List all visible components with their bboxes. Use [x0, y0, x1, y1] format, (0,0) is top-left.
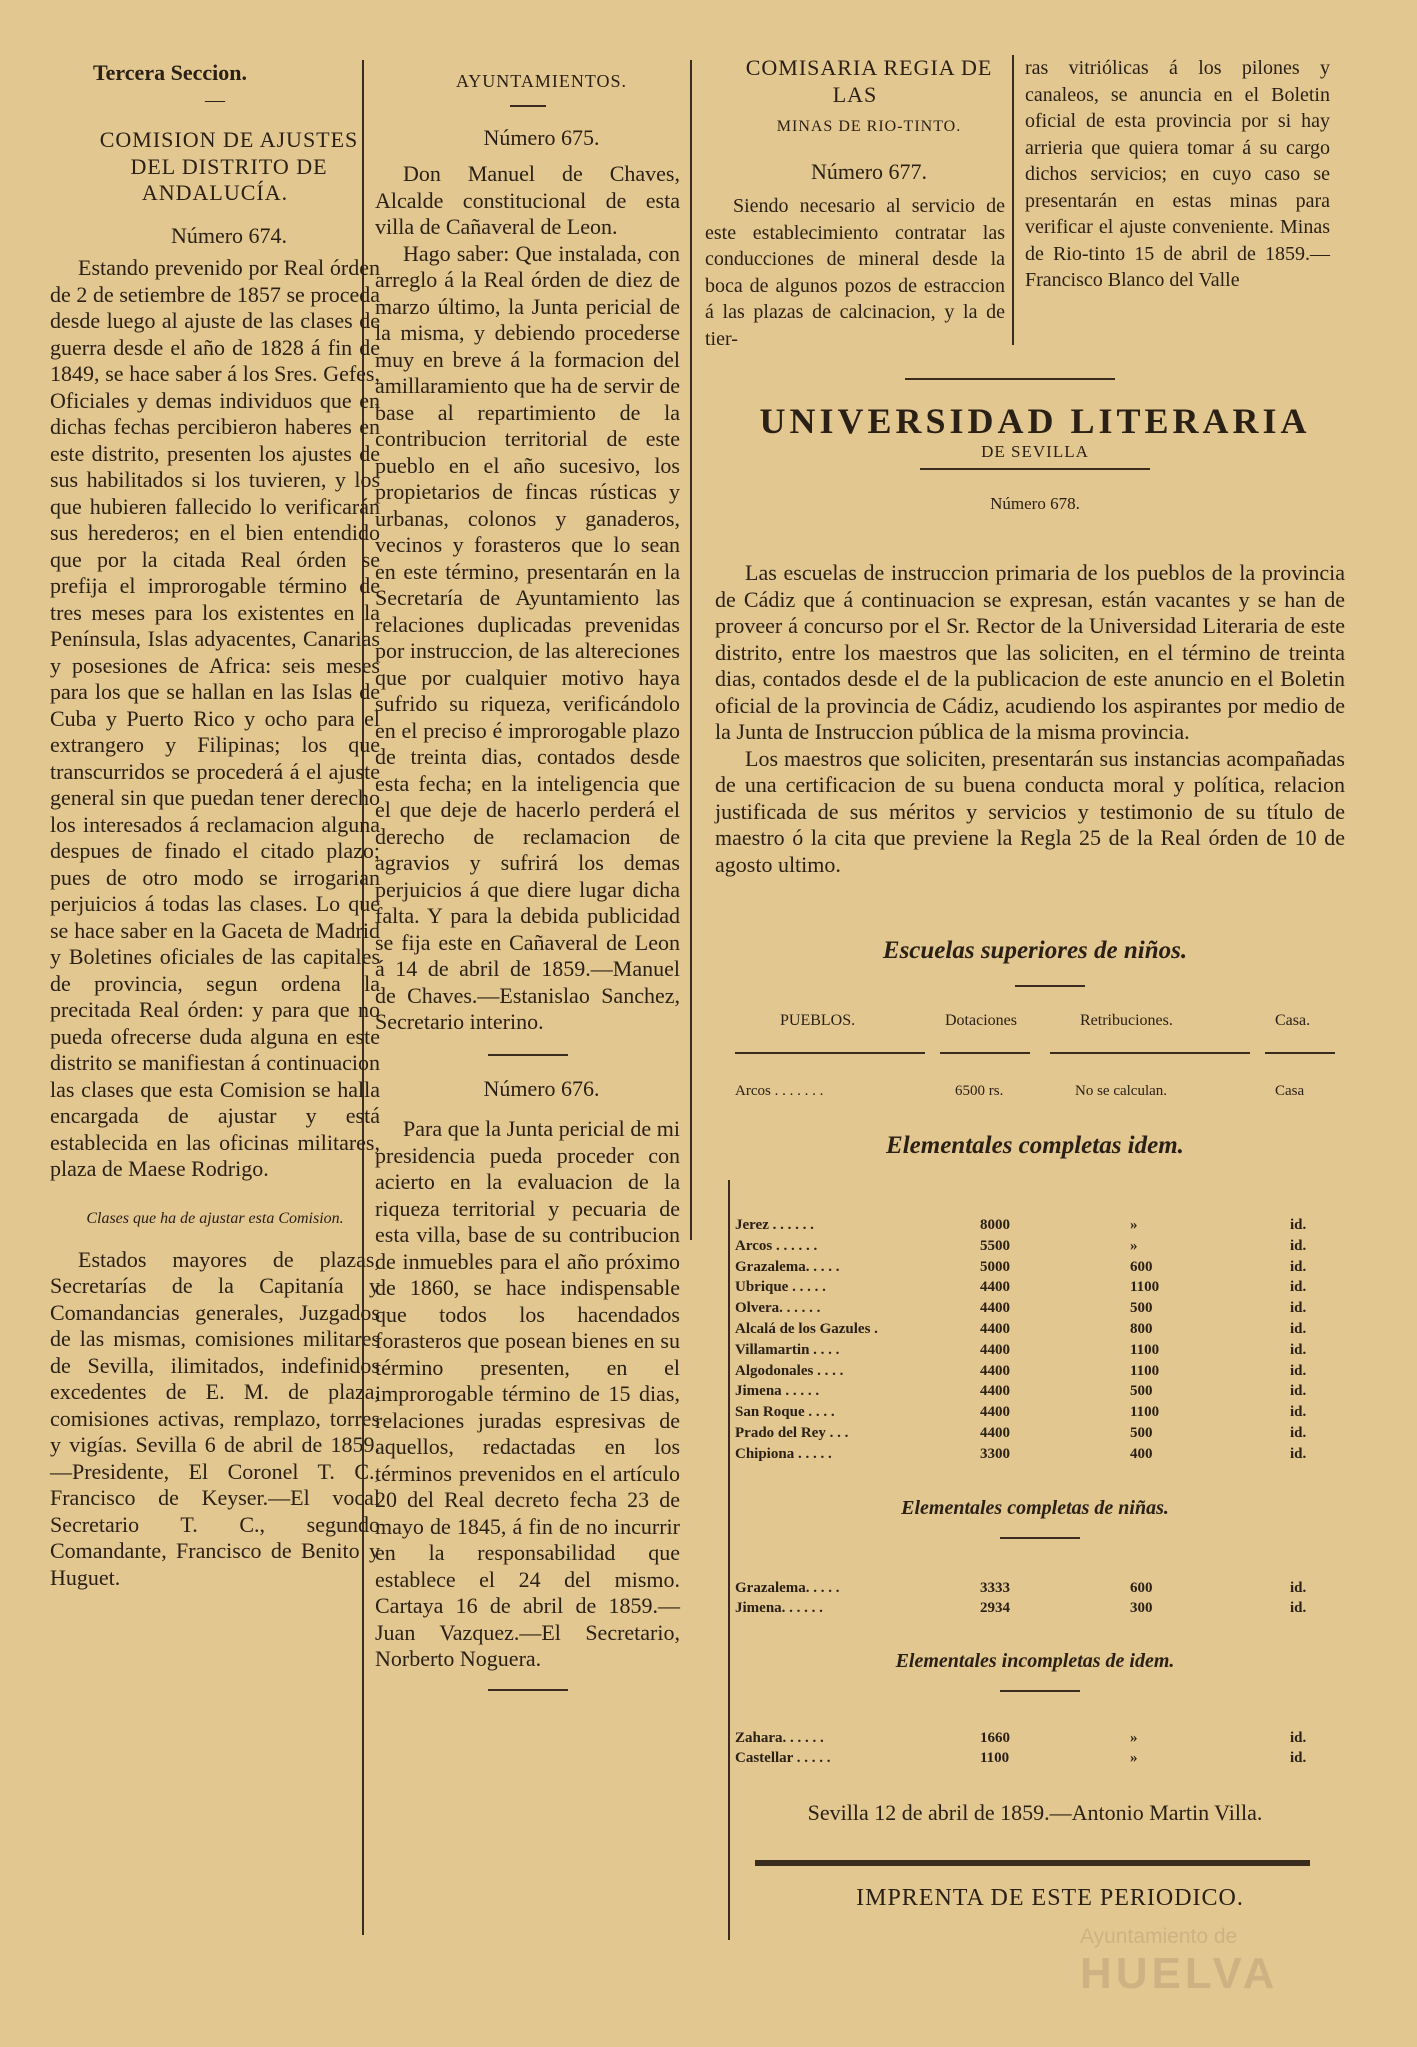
- row-fees: »: [1130, 1750, 1138, 1766]
- table-row: [735, 1217, 1345, 1238]
- row-fees: 800: [1130, 1321, 1153, 1337]
- row-fees: 500: [1130, 1425, 1153, 1441]
- section-dash: —: [205, 88, 225, 111]
- table-row: [735, 1321, 1345, 1342]
- notice-number: Número 677.: [810, 158, 928, 184]
- table-row: [735, 1279, 1345, 1300]
- university-header: [720, 400, 1350, 514]
- row-house: id.: [1290, 1383, 1307, 1400]
- section-title: Tercera Seccion.: [93, 60, 247, 85]
- table-row: [735, 1083, 1345, 1103]
- row-house: id.: [1290, 1341, 1307, 1358]
- row-house: id.: [1290, 1600, 1307, 1616]
- row-house: id.: [1290, 1321, 1307, 1337]
- row-endowment: 4400: [980, 1321, 1010, 1337]
- footer-rule: [755, 1860, 1310, 1866]
- row-town: Jimena . . . . .: [735, 1383, 820, 1400]
- row-fees: 600: [1130, 1580, 1153, 1596]
- row-house: id.: [1290, 1404, 1307, 1421]
- row-endowment: 3300: [980, 1445, 1010, 1462]
- ornament-rule: [1015, 985, 1085, 987]
- table-header: [735, 1012, 1345, 1052]
- table-row: [735, 1238, 1345, 1259]
- row-endowment: 8000: [980, 1217, 1010, 1233]
- classes-body: Estados mayores de plazas, Secretarías de la Capitanía y Comandancias generales, Juzgados de las mismas, comisiones militares de Sevilla, ilimitados, indefinidos excedentes de E. M. de plaza, comisiones activas, remplazo, torres y vigías. Sevilla 6 de abril de 1859.—Presidente, El Coronel T. C., Francisco de Keyser.—El vocal Secretario T. C., segundo Comandante, Francisco de Benito y Huguet.: [50, 1246, 380, 1590]
- header-rule: [1265, 1052, 1335, 1054]
- row-house: id.: [1290, 1217, 1307, 1233]
- row-house: id.: [1290, 1580, 1307, 1596]
- table-title-elementary: Elementales completas idem.: [886, 1132, 1184, 1159]
- table-row: [735, 1259, 1345, 1280]
- row-town: Ubrique . . . . .: [735, 1279, 826, 1296]
- row-house: id.: [1290, 1750, 1307, 1766]
- ornament-rule: [1000, 1537, 1080, 1539]
- table-row: [735, 1750, 1345, 1770]
- row-town: Algodonales . . . .: [735, 1362, 844, 1379]
- header-rule: [735, 1052, 925, 1054]
- university-paragraph-1: Las escuelas de instruccion primaria de los pueblos de la provincia de Cádiz que á continuacion se expresan, están vacantes y se han de proveer á concurso por el Sr. Rector de la Universidad Literaria de este distrito, entre los maestros que las soliciten, en el término de treinta dias, contados desde el de la publicacion de este anuncio en el Boletin oficial de la provincia de Cádiz, acudiendo los aspirantes por medio de la Junta de Instruccion pública de la misma provincia.: [715, 560, 1345, 744]
- column-3: [705, 55, 1005, 352]
- notice-body: Para que la Junta pericial de mi presidencia pueda proceder con acierto en la evaluacion de la riqueza territorial y pecuaria de esta villa, base de su contribucion de inmuebles para el año próximo de 1860, se hace indispensable que todos los hacendados forasteros que posean bienes en su término presenten, en el improrogable término de 15 dias, relaciones juradas espresivas de aquellos, redactadas en los términos prevenidos en el artículo 20 del Real decreto fecha 23 de mayo de 1845, á fin de no incurrir en la responsabilidad que establece el 24 del mismo. Cartaya 16 de abril de 1859.—Juan Vazquez.—El Secretario, Norberto Noguera.: [375, 1116, 680, 1671]
- table-row: [735, 1363, 1345, 1384]
- column-rule: [1012, 55, 1014, 345]
- column-header: PUEBLOS.: [780, 1012, 856, 1029]
- row-fees: 1100: [1130, 1279, 1160, 1296]
- row-town: Arcos . . . . . .: [735, 1237, 818, 1254]
- row-fees: 500: [1130, 1383, 1153, 1400]
- column-rule: [690, 60, 692, 1240]
- ornament-rule: [1000, 1690, 1080, 1692]
- row-house: id.: [1290, 1445, 1307, 1462]
- row-fees: 1100: [1130, 1404, 1160, 1421]
- separator-rule: [488, 1689, 568, 1691]
- row-town: Jerez . . . . . .: [735, 1217, 814, 1233]
- notice-number: Número 678.: [990, 494, 1080, 513]
- notice-body-continued: ras vitriólicas á los pilones y canaleos, se anuncia en el Boletin oficial de esta provincia por si hay arrieria que quiera tomar á su cargo dichos servicios; en cuyo caso se presentarán en estas minas para verificar el ajuste conveniente. Minas de Rio-tinto 15 de abril de 1859.—Francisco Blanco del Valle: [1025, 57, 1330, 291]
- table-row: [735, 1425, 1345, 1446]
- row-endowment: 6500 rs.: [955, 1083, 1004, 1099]
- row-town: Olvera. . . . . .: [735, 1300, 821, 1317]
- row-town: Arcos . . . . . . .: [735, 1083, 824, 1099]
- row-endowment: 5500: [980, 1237, 1010, 1254]
- row-endowment: 4400: [980, 1383, 1010, 1400]
- table-title-incomplete: Elementales incompletas de idem.: [895, 1650, 1175, 1672]
- classes-heading: Clases que ha de ajustar esta Comision.: [86, 1209, 344, 1227]
- row-endowment: 5000: [980, 1258, 1010, 1275]
- row-endowment: 4400: [980, 1362, 1010, 1379]
- notice-number: Número 675.: [483, 124, 600, 150]
- notice-body: Siendo necesario al servicio de este establecimiento contratar las conducciones de mineral desde la boca de algunos pozos de estraccion á las plazas de calcinacion, y la de tier-: [705, 195, 1005, 350]
- column-header: Casa.: [1275, 1012, 1311, 1029]
- row-fees: No se calculan.: [1075, 1083, 1168, 1099]
- university-paragraph-2: Los maestros que soliciten, presentarán sus instancias acompañadas de una certificacion de su buena conducta moral y política, relacion justificada de sus méritos y servicios y testimonio de su título de maestro ó la cita que previene la Regla 25 de la Real órden de 10 de agosto ultimo.: [715, 745, 1345, 877]
- row-house: id.: [1290, 1730, 1307, 1746]
- row-fees: 300: [1130, 1600, 1153, 1616]
- notice-body: Hago saber: Que instalada, con arreglo á la Real órden de diez de marzo último, la Junta pericial de la misma, y debiendo procederse muy en breve á la formacion del amillaramiento que ha de servir de base al repartimiento de la contribucion territorial de este pueblo en el año sucesivo, los propietarios de fincas rústicas y urbanas, colonos y ganaderos, vecinos y forasteros que lo sean en este término, presentarán en la Secretaría de Ayuntamiento las relaciones duplicadas prevenidas por instruccion, de las altereciones que por cualquier motivo haya sufrido su riqueza, verificándolo en el preciso é improrogable plazo de treinta dias, contados desde esta fecha; en la inteligencia que el que deje de hacerlo perderá el derecho de reclamacion de agravios y sufrirá los demas perjuicios á que diere lugar dicha falta. Y para la debida publicidad se fija este en Cañaveral de Leon á 14 de abril de 1859.—Manuel de Chaves.—Estanislao Sanchez, Secretario interino.: [375, 240, 680, 1034]
- row-town: Grazalema. . . . .: [735, 1258, 840, 1275]
- commission-subtitle: DEL DISTRITO DE ANDALUCÍA.: [130, 153, 328, 205]
- row-house: id.: [1290, 1300, 1307, 1317]
- row-fees: »: [1130, 1730, 1138, 1746]
- university-body: [715, 560, 1345, 878]
- table-title-superior: Escuelas superiores de niños.: [882, 937, 1188, 964]
- row-fees: »: [1130, 1237, 1138, 1254]
- header-rule: [940, 1052, 1030, 1054]
- row-endowment: 4400: [980, 1404, 1010, 1421]
- row-house: id.: [1290, 1258, 1307, 1275]
- header-rule: [1050, 1052, 1250, 1054]
- stamp-line-1: Ayuntamiento de: [1080, 1925, 1238, 1948]
- printer-footer: IMPRENTA DE ESTE PERIODICO.: [856, 1885, 1244, 1911]
- table-row: [735, 1404, 1345, 1425]
- ayuntamientos-heading: AYUNTAMIENTOS.: [455, 71, 628, 91]
- mines-heading: COMISARIA REGIA DE LAS: [745, 55, 993, 107]
- table-title-girls: Elementales completas de niñas.: [901, 1497, 1169, 1519]
- university-signature: Sevilla 12 de abril de 1859.—Antonio Martin Villa.: [807, 1800, 1263, 1825]
- row-fees: 600: [1130, 1258, 1153, 1275]
- row-town: Villamartin . . . .: [735, 1341, 840, 1358]
- notice-body: Estando prevenido por Real órden de 2 de setiembre de 1857 se proceda desde luego al ajuste de las clases de guerra desde el año de 1828 á fin de 1849, se hace saber á los Sres. Gefes, Oficiales y demas individuos que en dichas fechas percibieron haberes en este distrito, presenten los ajustes de sus habilitados si los tuvieren, y los que hubieren fallecido lo verificarán sus herederos; en el bien entendido que por la citada Real órden se prefija el improrogable término de tres meses para los existentes en la Península, Islas adyacentes, Canarias y posesiones de Africa: seis meses para los que se hallan en las Islas de Cuba y Puerto Rico y ocho para el extrangero y Filipinas; los que transcurridos se procederá á el ajuste general sin que puedan tener derecho los interesados á reclamacion alguna despues de finado el citado plazo; pues de otro modo se irrogarian perjuicios á todas las clases. Lo que se hace saber en la Gaceta de Madrid y Boletines oficiales de las capitales de provincia, segun ordena la precitada Real órden: y para que no pueda ofrecerse duda alguna en este distrito se manifiestan á continuacion las clases que esta Comision se halla encargada de ajustar y está establecida en las oficinas militares, plaza de Maese Rodrigo.: [50, 255, 380, 1181]
- row-fees: 500: [1130, 1300, 1153, 1317]
- row-endowment: 1100: [980, 1750, 1010, 1766]
- row-town: Jimena. . . . . .: [735, 1600, 823, 1616]
- row-endowment: 4400: [980, 1341, 1010, 1358]
- table-row: [735, 1730, 1345, 1750]
- row-endowment: 1660: [980, 1730, 1010, 1746]
- university-subtitle: DE SEVILLA: [981, 442, 1089, 461]
- university-title: UNIVERSIDAD LITERARIA: [759, 401, 1311, 441]
- commission-title: COMISION DE AJUSTES: [99, 127, 359, 152]
- column-rule: [728, 1180, 730, 1940]
- row-house: id.: [1290, 1425, 1307, 1441]
- row-house: id.: [1290, 1279, 1307, 1296]
- heading-rule: [510, 105, 546, 107]
- mines-subtitle: MINAS DE RIO-TINTO.: [776, 118, 962, 135]
- row-town: Alcalá de los Gazules .: [735, 1321, 878, 1337]
- notice-number: Número 676.: [483, 1075, 600, 1101]
- column-1: [50, 60, 380, 1591]
- row-house: id.: [1290, 1362, 1307, 1379]
- table-row: [735, 1383, 1345, 1404]
- row-town: San Roque . . . .: [735, 1404, 835, 1421]
- table-row: [735, 1580, 1345, 1600]
- row-house: id.: [1290, 1237, 1307, 1254]
- column-4: [1025, 55, 1330, 294]
- notice-intro: Don Manuel de Chaves, Alcalde constitucional de esta villa de Cañaveral de Leon.: [375, 161, 680, 239]
- column-header: Dotaciones: [945, 1012, 1017, 1029]
- row-fees: »: [1130, 1217, 1138, 1233]
- row-fees: 1100: [1130, 1362, 1160, 1379]
- row-town: Chipiona . . . . .: [735, 1445, 832, 1462]
- stamp-line-2: HUELVA: [1080, 1949, 1279, 1998]
- separator-rule: [905, 378, 1115, 380]
- row-town: Prado del Rey . . .: [735, 1425, 849, 1441]
- row-endowment: 2934: [980, 1600, 1010, 1616]
- table-row: [735, 1300, 1345, 1321]
- table-row: [735, 1446, 1345, 1467]
- row-town: Grazalema. . . . .: [735, 1580, 840, 1596]
- row-fees: 400: [1130, 1445, 1153, 1462]
- row-endowment: 4400: [980, 1279, 1010, 1296]
- row-endowment: 4400: [980, 1425, 1010, 1441]
- library-stamp: [1080, 1925, 1360, 2025]
- row-fees: 1100: [1130, 1341, 1160, 1358]
- row-endowment: 4400: [980, 1300, 1010, 1317]
- ornament-rule: [920, 468, 1150, 470]
- row-endowment: 3333: [980, 1580, 1010, 1596]
- separator-rule: [488, 1054, 568, 1056]
- row-town: Zahara. . . . . .: [735, 1730, 824, 1746]
- table-row: [735, 1342, 1345, 1363]
- row-town: Castellar . . . . .: [735, 1750, 831, 1766]
- notice-number: Número 674.: [170, 222, 288, 248]
- column-2: [375, 60, 680, 1691]
- column-header: Retribuciones.: [1080, 1012, 1173, 1029]
- table-row: [735, 1600, 1345, 1620]
- row-house: Casa: [1275, 1083, 1305, 1099]
